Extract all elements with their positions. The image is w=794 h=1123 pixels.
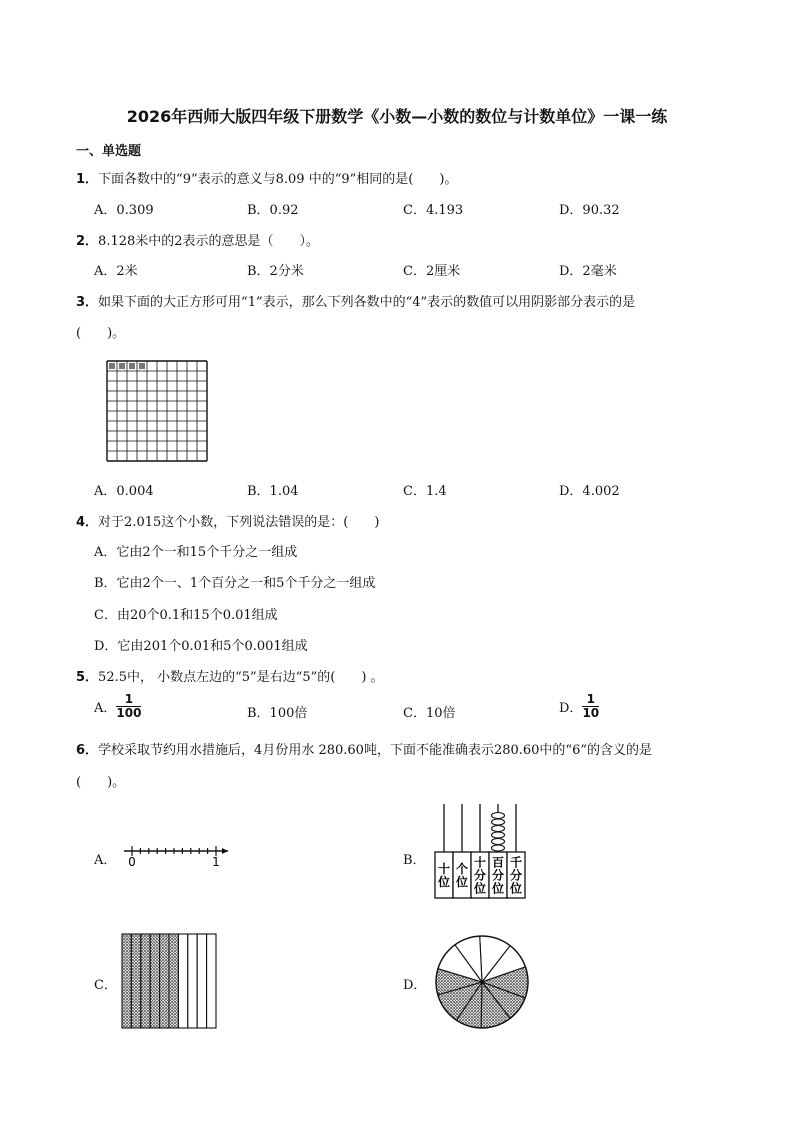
question-6 bbox=[76, 739, 652, 758]
option-label: A． bbox=[94, 701, 117, 716]
option-label: D． bbox=[559, 701, 583, 716]
empty-strip bbox=[207, 934, 216, 1028]
fraction-one-hundredth bbox=[116, 693, 141, 720]
tick-label-0: 0 bbox=[128, 855, 136, 868]
q5-option-b[interactable]: B．100倍 bbox=[247, 706, 308, 721]
page-title: 2026年西师大版四年级下册数学《小数—小数的数位与计数单位》一课一练 bbox=[126, 107, 668, 126]
q5-option-d[interactable] bbox=[559, 693, 599, 720]
question-number: 4． bbox=[76, 515, 99, 530]
q6-option-a-label[interactable]: A． bbox=[94, 853, 117, 868]
q1-option-b[interactable]: B．0.92 bbox=[247, 203, 299, 218]
question-1 bbox=[76, 168, 457, 187]
question-4 bbox=[76, 511, 379, 530]
abacus-column-label: 位 bbox=[455, 875, 469, 889]
question-number: 5． bbox=[76, 670, 99, 685]
q6-option-c-label[interactable]: C． bbox=[94, 978, 117, 993]
question-text: 如果下面的大正方形可用“1”表示，那么下列各数中的“4”表示的数值可以用阴影部分表示的是 bbox=[98, 295, 636, 310]
abacus-bead bbox=[492, 826, 505, 832]
hundred-grid-figure bbox=[106, 360, 208, 462]
numerator: 1 bbox=[124, 692, 134, 706]
shaded-strip bbox=[131, 934, 140, 1028]
question-number: 2． bbox=[76, 234, 99, 249]
question-text: 52.5中， 小数点左边的“5”是右边“5”的( ) 。 bbox=[98, 670, 384, 685]
shaded-strip bbox=[141, 934, 150, 1028]
q3-option-d[interactable]: D．4.002 bbox=[559, 484, 620, 499]
numerator: 1 bbox=[586, 692, 595, 706]
shaded-cell bbox=[129, 363, 135, 369]
shaded-cell bbox=[139, 363, 145, 369]
q2-option-b[interactable]: B．2分米 bbox=[247, 264, 304, 279]
abacus-figure bbox=[432, 802, 528, 902]
abacus-column-label: 位 bbox=[491, 881, 505, 896]
pie-figure bbox=[432, 932, 532, 1032]
question-2 bbox=[76, 230, 319, 249]
q6-option-d-label[interactable]: D． bbox=[403, 978, 427, 993]
q3-option-c[interactable]: C．1.4 bbox=[403, 484, 447, 499]
q6-option-b-label[interactable]: B． bbox=[403, 853, 426, 868]
abacus-column-label: 分 bbox=[509, 868, 523, 883]
q4-option-b[interactable]: B．它由2个一、1个百分之一和5个千分之一组成 bbox=[94, 576, 376, 591]
q1-option-a[interactable]: A．0.309 bbox=[94, 203, 154, 218]
empty-strip bbox=[197, 934, 206, 1028]
abacus-column-label: 千 bbox=[509, 855, 523, 870]
question-text: 学校采取节约用水措施后，4月份用水 280.60吨，下面不能准确表示280.60中的“6”的含义的是 bbox=[98, 743, 652, 758]
question-3 bbox=[76, 291, 635, 310]
q1-option-d[interactable]: D．90.32 bbox=[559, 203, 620, 218]
question-3-blank: ( )。 bbox=[76, 326, 126, 341]
shaded-strip bbox=[150, 934, 159, 1028]
q2-option-c[interactable]: C．2厘米 bbox=[403, 264, 461, 279]
abacus-column-label: 十 bbox=[473, 855, 487, 870]
abacus-column-label: 分 bbox=[491, 868, 505, 883]
strip-square-figure bbox=[120, 932, 218, 1030]
arrow-icon bbox=[222, 848, 228, 854]
denominator: 100 bbox=[116, 706, 142, 720]
question-text: 8.128米中的2表示的意思是（ ）。 bbox=[98, 234, 320, 249]
abacus-bead bbox=[492, 839, 505, 845]
q3-option-b[interactable]: B．1.04 bbox=[247, 484, 299, 499]
abacus-bead bbox=[492, 832, 505, 838]
shaded-cell bbox=[119, 363, 125, 369]
question-text: 下面各数中的“9”表示的意义与8.09 中的“9”相同的是( )。 bbox=[98, 172, 458, 187]
q4-option-c[interactable]: C．由20个0.1和15个0.01组成 bbox=[94, 608, 278, 623]
question-6-blank: ( )。 bbox=[76, 775, 126, 790]
q5-option-c[interactable]: C．10倍 bbox=[403, 706, 456, 721]
denominator: 10 bbox=[582, 706, 600, 720]
q5-option-a[interactable] bbox=[94, 693, 141, 720]
empty-strip bbox=[188, 934, 197, 1028]
shaded-cell bbox=[109, 363, 115, 369]
question-number: 1． bbox=[76, 172, 99, 187]
question-5 bbox=[76, 666, 384, 685]
abacus-column-label: 十 bbox=[437, 862, 451, 876]
fraction-one-tenth bbox=[582, 693, 599, 720]
question-number: 6． bbox=[76, 743, 99, 758]
q4-option-a[interactable]: A．它由2个一和15个千分之一组成 bbox=[94, 545, 298, 560]
abacus-column-label: 位 bbox=[509, 881, 523, 896]
empty-strip bbox=[178, 934, 187, 1028]
q1-option-c[interactable]: C．4.193 bbox=[403, 203, 464, 218]
question-text: 对于2.015这个小数，下列说法错误的是：( ) bbox=[98, 515, 380, 530]
abacus-bead bbox=[492, 819, 505, 825]
abacus-bead bbox=[492, 845, 505, 851]
abacus-column-label: 分 bbox=[473, 868, 487, 883]
question-number: 3． bbox=[76, 295, 99, 310]
abacus-column-label: 个 bbox=[455, 862, 469, 876]
q3-option-a[interactable]: A．0.004 bbox=[94, 484, 154, 499]
shaded-strip bbox=[160, 934, 169, 1028]
abacus-column-label: 位 bbox=[473, 881, 487, 896]
abacus-column-label: 位 bbox=[437, 875, 451, 889]
shaded-strip bbox=[122, 934, 131, 1028]
q4-option-d[interactable]: D．它由201个0.01和5个0.001组成 bbox=[94, 639, 308, 654]
section-heading: 一、单选题 bbox=[76, 144, 142, 159]
shaded-strip bbox=[169, 934, 178, 1028]
q2-option-d[interactable]: D．2毫米 bbox=[559, 264, 617, 279]
abacus-column-label: 百 bbox=[491, 855, 505, 870]
abacus-bead bbox=[492, 813, 505, 819]
number-line-figure bbox=[120, 838, 232, 868]
q2-option-a[interactable]: A．2米 bbox=[94, 264, 138, 279]
tick-label-1: 1 bbox=[212, 855, 220, 868]
